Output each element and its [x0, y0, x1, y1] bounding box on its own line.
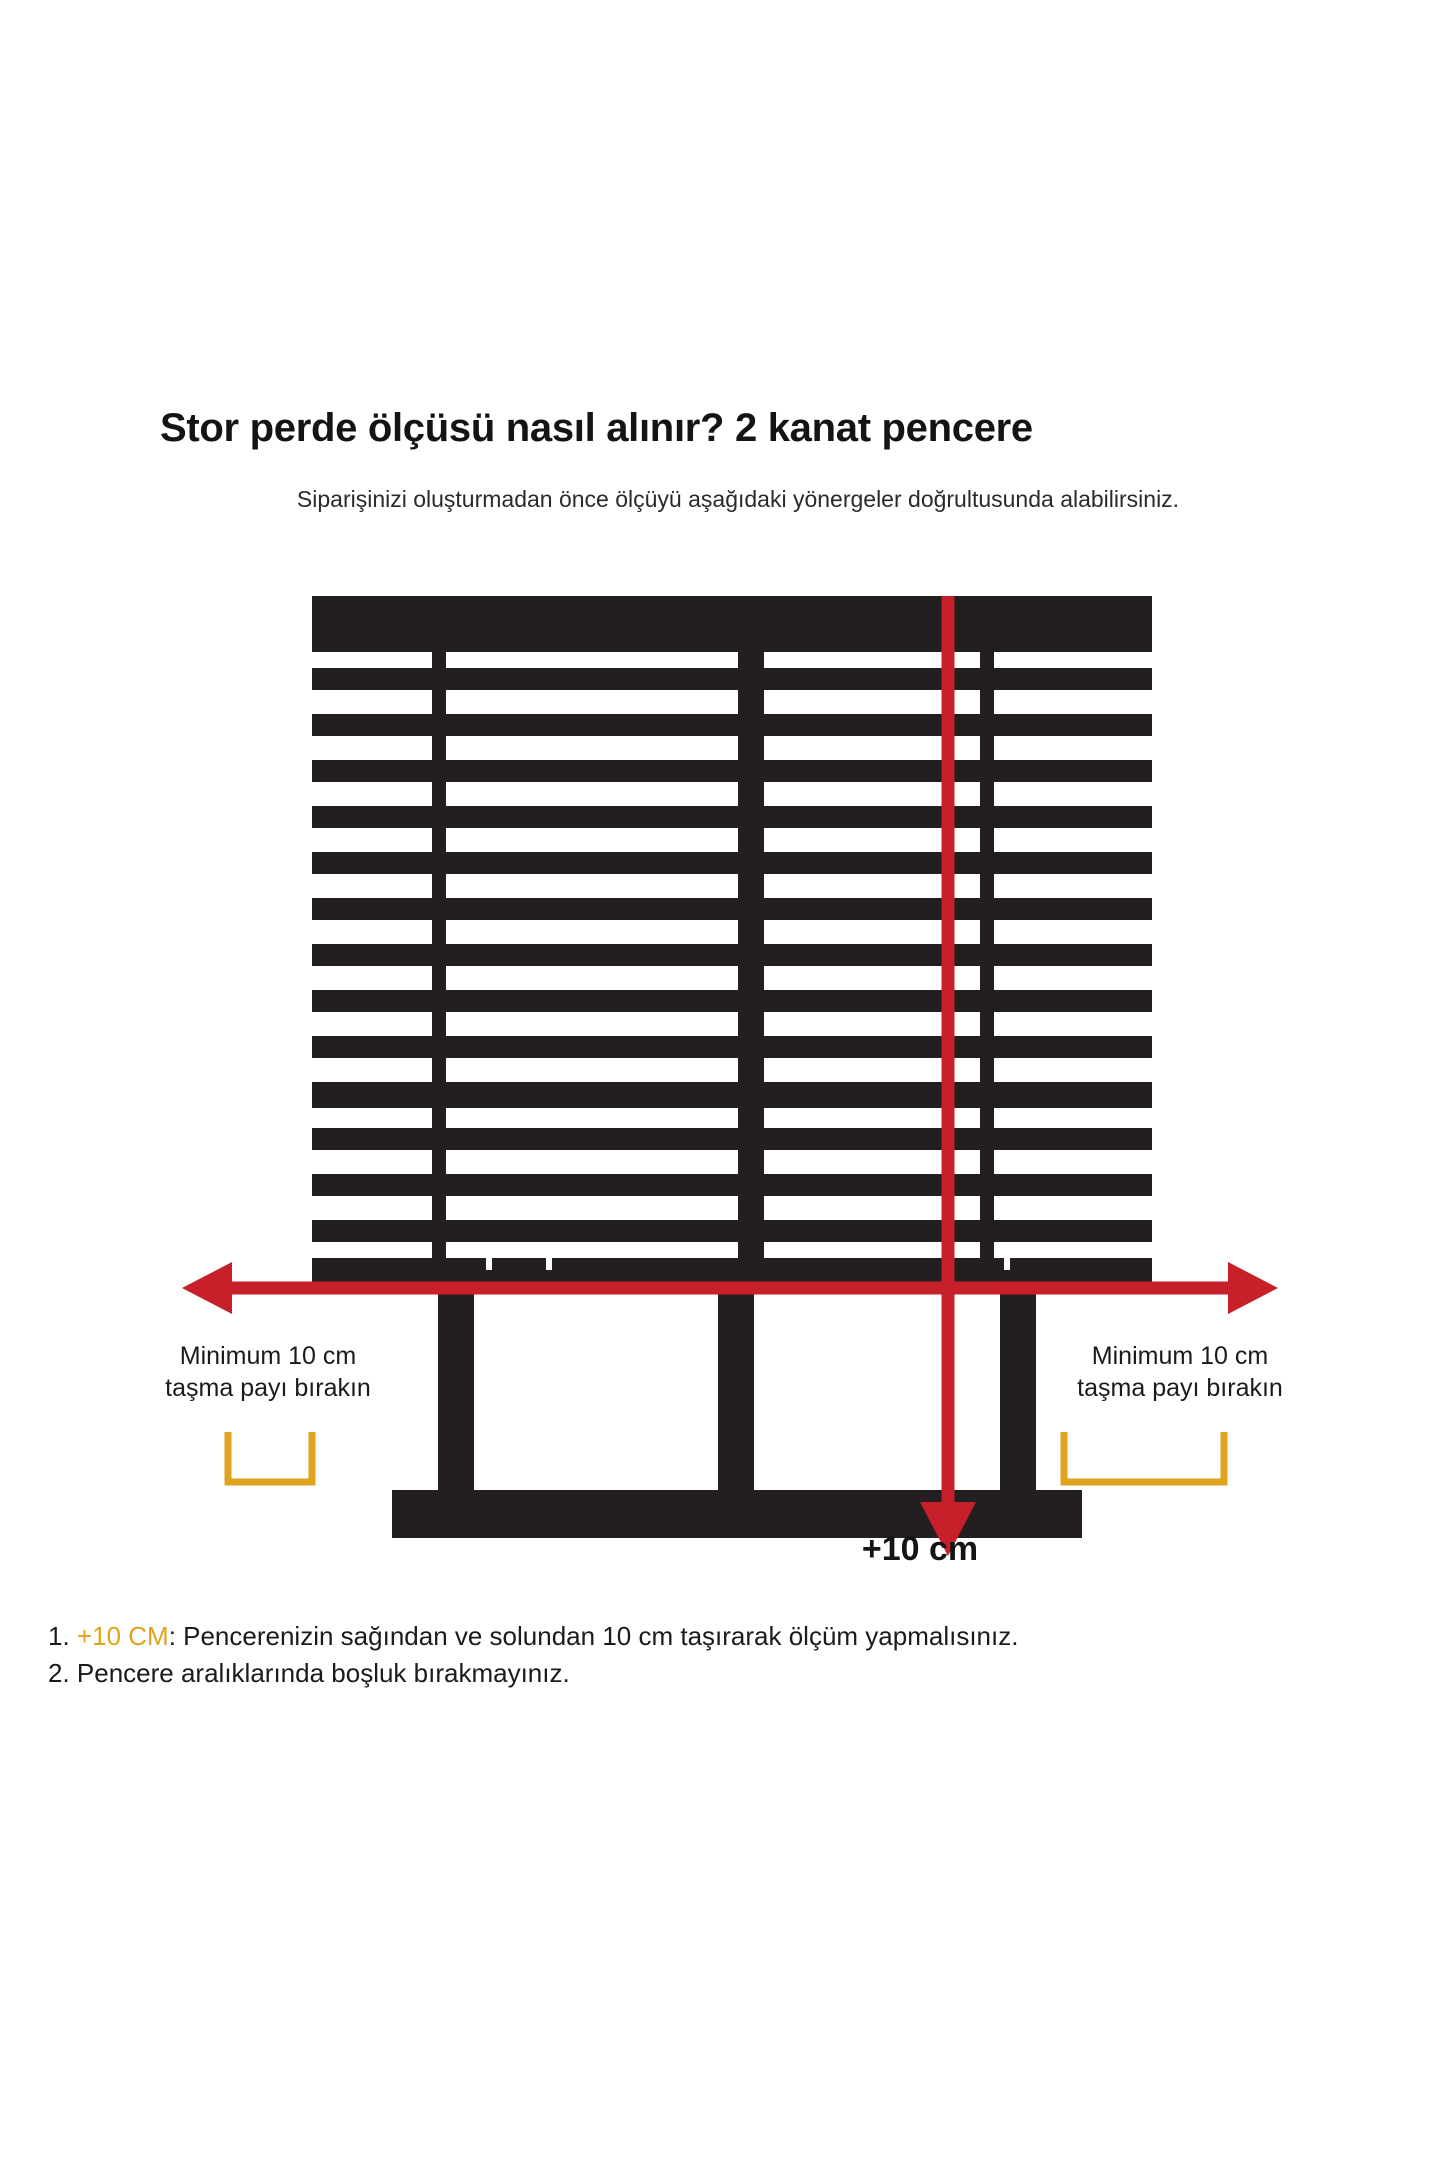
left-overhang-label [118, 1340, 418, 1404]
instruction-notes [48, 1618, 1408, 1692]
note-1-text: : Pencerenizin sağından ve solundan 10 cm taşırarak ölçüm yapmalısınız. [168, 1621, 1019, 1651]
left-overhang-label-line1: Minimum 10 cm [179, 1342, 357, 1370]
vertical-measure-arrow-shape [920, 596, 976, 1556]
right-overhang-label-line1: Minimum 10 cm [1091, 1342, 1269, 1370]
page-title: Stor perde ölçüsü nasıl alınır? 2 kanat pencere [160, 406, 1033, 450]
note-item-1 [48, 1618, 1408, 1655]
window-frame-shape [392, 1290, 1082, 1538]
bottom-overhang-label: +10 cm [861, 1530, 979, 1568]
left-overhang-label-line2: taşma payı bırakın [165, 1374, 371, 1402]
note-item-2: 2. Pencere aralıklarında boşluk bırakmayınız. [48, 1657, 570, 1688]
note-1-accent: +10 CM [76, 1621, 169, 1651]
right-overhang-label [1030, 1340, 1330, 1404]
right-overhang-label-line2: taşma payı bırakın [1077, 1374, 1283, 1402]
page-subtitle: Siparişinizi oluşturmadan önce ölçüyü aşağıdaki yönergeler doğrultusunda alabilirsiniz. [296, 486, 1180, 512]
note-1-number: 1. [48, 1621, 70, 1651]
